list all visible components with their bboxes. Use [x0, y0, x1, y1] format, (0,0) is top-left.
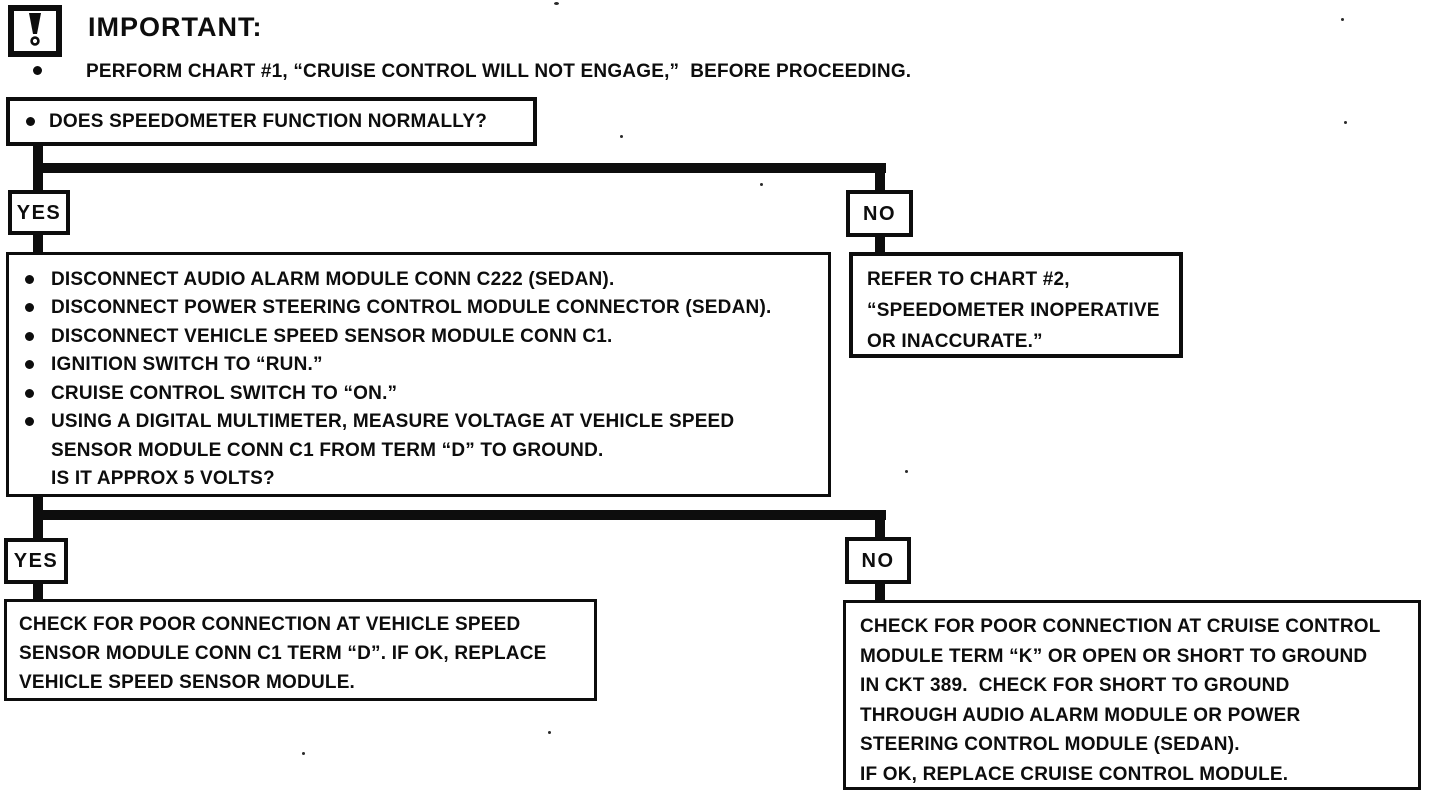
result-no-line: IN CKT 389. CHECK FOR SHORT TO GROUND [860, 675, 1290, 697]
result-no-line: CHECK FOR POOR CONNECTION AT CRUISE CONTROL [860, 616, 1381, 638]
yes-label-box-2 [4, 538, 68, 584]
chart2-line: REFER TO CHART #2, [867, 269, 1070, 290]
bullet-icon [25, 332, 34, 341]
no-label-box-1 [846, 190, 913, 237]
result-no-line: MODULE TERM “K” OR OPEN OR SHORT TO GROUND [860, 645, 1368, 667]
bullet-icon [25, 389, 34, 398]
yes-label: YES [16, 201, 62, 224]
result-yes-line: CHECK FOR POOR CONNECTION AT VEHICLE SPEED [19, 614, 521, 635]
connector-line [33, 233, 43, 253]
important-alert-icon [8, 5, 62, 57]
result-no-line: IF OK, REPLACE CRUISE CONTROL MODULE. [860, 763, 1289, 785]
scan-speck [1344, 121, 1347, 124]
procedure-step-continuation: SENSOR MODULE CONN C1 FROM TERM “D” TO GROUND. [51, 439, 604, 461]
yes-label-box-1 [8, 190, 70, 235]
bullet-icon [33, 66, 42, 75]
question-text: DOES SPEEDOMETER FUNCTION NORMALLY? [49, 111, 488, 132]
bullet-icon [25, 275, 34, 284]
procedure-step: CRUISE CONTROL SWITCH TO “ON.” [51, 382, 398, 404]
exclamation-icon [14, 11, 56, 51]
yes-label: YES [13, 550, 59, 572]
important-heading: IMPORTANT: [88, 12, 263, 42]
connector-line [875, 163, 885, 191]
scan-speck [760, 183, 763, 186]
scan-speck [554, 2, 559, 5]
procedure-step: IGNITION SWITCH TO “RUN.” [51, 354, 323, 376]
connector-line [33, 163, 886, 173]
chart2-line: OR INACCURATE.” [867, 331, 1043, 352]
procedure-step: DISCONNECT AUDIO ALARM MODULE CONN C222 (SEDAN). [51, 268, 615, 290]
scan-speck [905, 470, 908, 473]
procedure-question: IS IT APPROX 5 VOLTS? [51, 468, 275, 490]
notice-text: PERFORM CHART #1, “CRUISE CONTROL WILL NOT ENGAGE,” BEFORE PROCEEDING. [86, 61, 912, 82]
bullet-icon [26, 117, 35, 126]
result-no-line: STEERING CONTROL MODULE (SEDAN). [860, 734, 1240, 756]
connector-line [875, 510, 885, 538]
result-no-line: THROUGH AUDIO ALARM MODULE OR POWER [860, 704, 1301, 726]
no-label: NO [863, 202, 896, 225]
chart2-line: “SPEEDOMETER INOPERATIVE [867, 300, 1160, 321]
result-yes-line: VEHICLE SPEED SENSOR MODULE. [19, 672, 356, 693]
chart2-referral-box [849, 252, 1183, 358]
procedure-box [6, 252, 831, 497]
procedure-step: DISCONNECT POWER STEERING CONTROL MODULE CONNECTOR (SEDAN). [51, 297, 772, 319]
bullet-icon [25, 360, 34, 369]
result-no-box [843, 600, 1421, 790]
bullet-icon [25, 417, 34, 426]
procedure-step: DISCONNECT VEHICLE SPEED SENSOR MODULE CONN C1. [51, 325, 613, 347]
scan-speck [620, 135, 623, 138]
connector-line [33, 583, 43, 600]
no-label: NO [861, 549, 895, 572]
no-label-box-2 [845, 537, 911, 584]
scan-speck [1341, 18, 1344, 21]
result-yes-line: SENSOR MODULE CONN C1 TERM “D”. IF OK, REPLACE [19, 643, 547, 664]
scan-speck [548, 731, 551, 734]
bullet-icon [25, 303, 34, 312]
question-box [6, 97, 537, 146]
connector-line [33, 510, 886, 520]
connector-line [875, 235, 885, 253]
connector-line [875, 583, 885, 601]
scan-speck [302, 752, 305, 755]
result-yes-box [4, 599, 597, 701]
procedure-step: USING A DIGITAL MULTIMETER, MEASURE VOLTAGE AT VEHICLE SPEED [51, 411, 735, 433]
